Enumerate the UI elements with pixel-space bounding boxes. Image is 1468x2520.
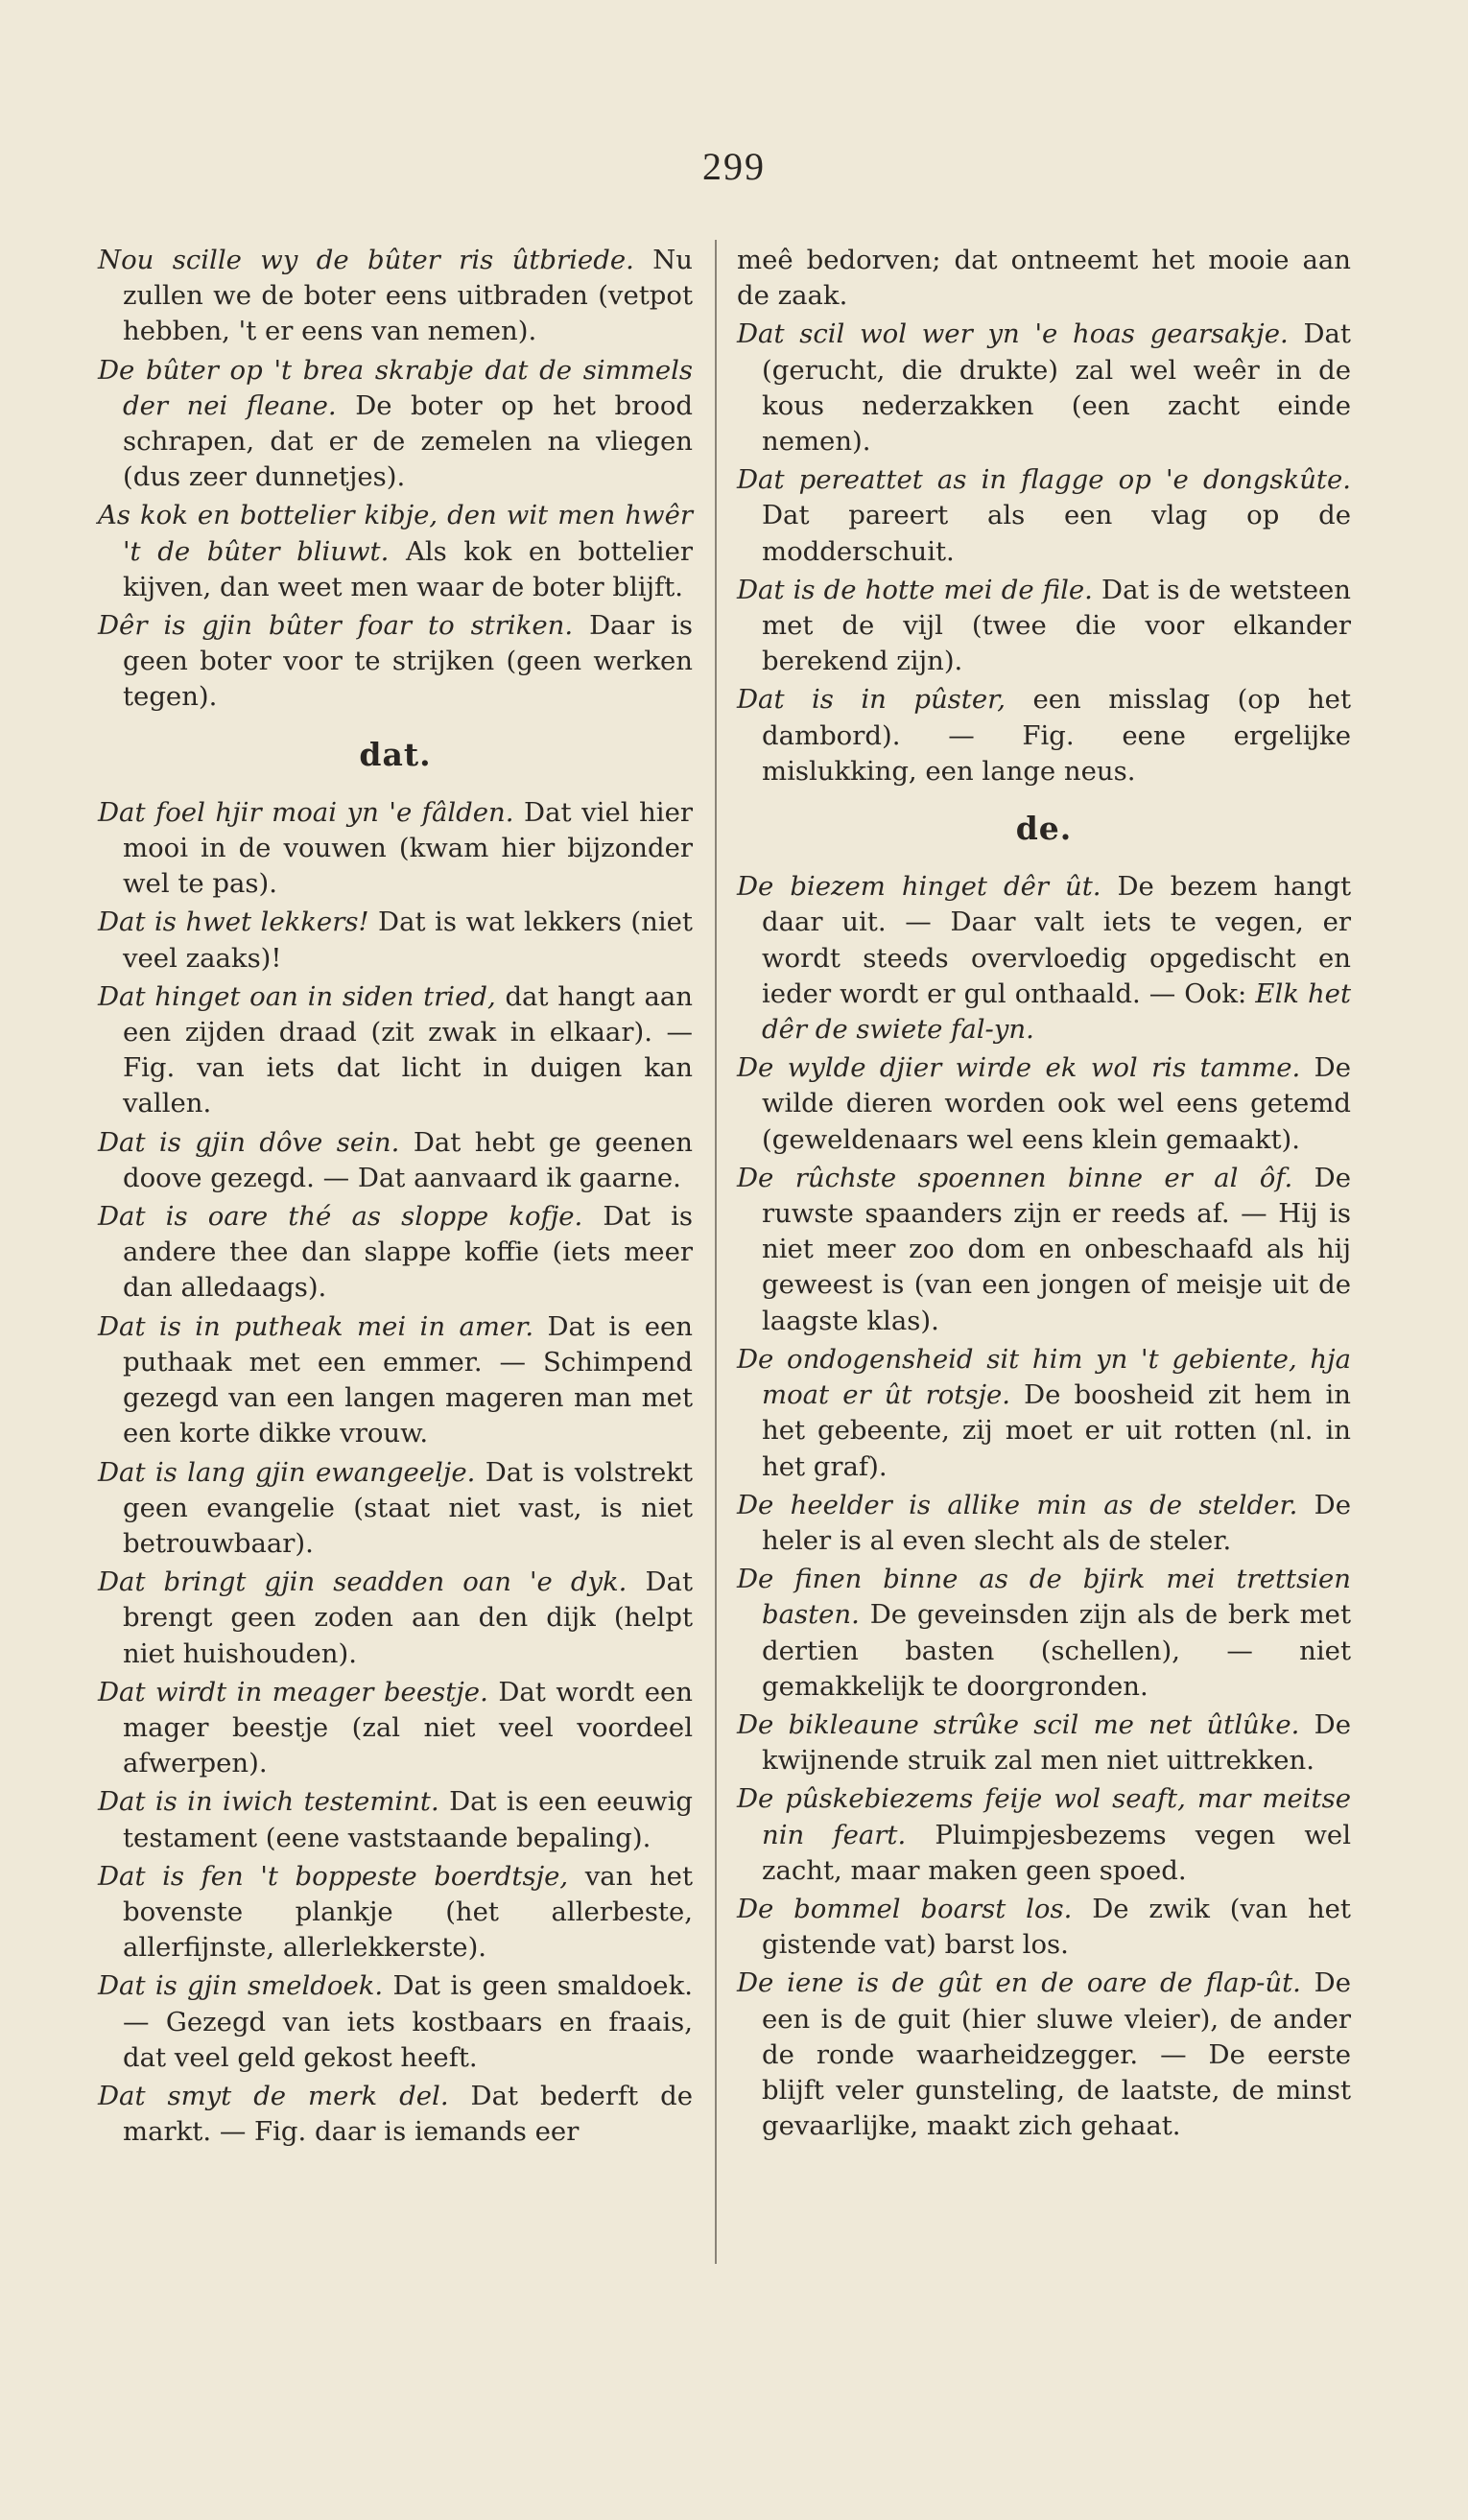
entry-definition: Nu zullen we de boter eens uitbraden (vetpot hebben, 't er eens van nemen). bbox=[123, 245, 694, 347]
entry-definition: Dat brengt geen zoden aan den dijk (helpt niet huishouden). bbox=[123, 1566, 693, 1669]
entry-definition: Dat is volstrekt geen evangelie (staat niet vast, is niet betrouwbaar). bbox=[123, 1456, 693, 1559]
entry-definition: dat hangt aan een zijden draad (zit zwak in elkaar). — Fig. van iets dat licht in duigen kan vallen. bbox=[123, 980, 693, 1119]
entry-definition: Dat (gerucht, die drukte) zal wel weêr in de kous nederzakken (een zacht einde nemen). bbox=[762, 318, 1351, 458]
section-heading-dat: dat. bbox=[359, 735, 432, 773]
entry-definition: Dat pareert als een vlag op de modderschuit. bbox=[762, 500, 1351, 567]
entry-term: De heelder is allike min as de stelder. bbox=[737, 1489, 1298, 1520]
entry-term: De bommel boarst los. bbox=[737, 1893, 1073, 1924]
entry-definition: Dat bederft de markt. — Fig. daar is iemands eer bbox=[123, 2080, 693, 2148]
entry-definition: Daar is geen boter voor te strijken (geen werken tegen). bbox=[123, 610, 693, 713]
entry-term: De finen binne as de bjirk mei trettsien basten. bbox=[737, 1564, 1351, 1631]
entry-term: Dat is in iwich testemint. bbox=[98, 1786, 439, 1818]
entry-term: Dat foel hjir moai yn 'e fâlden. bbox=[98, 796, 514, 828]
entry-term: Elk het dêr de swiete fal-yn. bbox=[762, 977, 1351, 1046]
de-entries bbox=[737, 869, 1351, 2144]
entry-term: Dat is in putheak mei in amer. bbox=[98, 1310, 534, 1342]
entry-definition: Dat hebt ge geenen doove gezegd. — Dat aanvaard ik gaarne. bbox=[123, 1126, 693, 1193]
dictionary-entry bbox=[737, 1050, 1351, 1158]
entry-term: Dat is gjin dôve sein. bbox=[98, 1126, 400, 1158]
entry-term: De biezem hinget dêr ût. bbox=[737, 871, 1101, 903]
dictionary-entry bbox=[98, 2079, 693, 2150]
right-entries bbox=[737, 243, 1351, 789]
entry-term: De pûskebiezems feije wol seaft, mar meitse nin feart. bbox=[737, 1783, 1351, 1850]
dictionary-entry bbox=[737, 243, 1351, 314]
entry-term: Dat is hwet lekkers! bbox=[98, 907, 369, 938]
dictionary-entry bbox=[737, 1707, 1351, 1778]
dictionary-entry bbox=[98, 1784, 693, 1855]
left-column bbox=[98, 243, 693, 2153]
entry-term: De iene is de gût en de oare de flap-ût. bbox=[737, 1967, 1301, 1999]
entry-term: Nou scille wy de bûter ris ûtbriede. bbox=[98, 245, 634, 275]
entry-definition: van het bovenste plankje (het allerbeste, allerfijnste, allerlekkerste). bbox=[123, 1860, 693, 1964]
entry-definition: De bezem hangt daar uit. — Daar valt iets te vegen, er wordt steeds overvloedig opgedischt en ieder wordt er gul onthaald. — Ook: bbox=[762, 871, 1351, 1009]
entry-definition: De boosheid zit hem in het gebeente, zij moet er uit rotten (nl. in het graf). bbox=[762, 1379, 1351, 1482]
dat-entries bbox=[98, 795, 693, 2151]
dictionary-entry bbox=[737, 1342, 1351, 1485]
dictionary-entry bbox=[737, 317, 1351, 459]
entry-definition: Pluimpjesbezems vegen wel zacht, maar maken geen spoed. bbox=[762, 1819, 1352, 1886]
entry-definition: De zwik (van het gistende vat) barst los. bbox=[762, 1893, 1351, 1961]
entry-definition: Dat is andere thee dan slappe koffie (iets meer dan alledaags). bbox=[123, 1201, 693, 1304]
entry-term: Dat is de hotte mei de file. bbox=[737, 574, 1093, 605]
entry-term: Dat scil wol wer yn 'e hoas gearsakje. bbox=[737, 318, 1289, 350]
entry-term: Dat smyt de merk del. bbox=[98, 2080, 449, 2111]
entry-term: Dat hinget oan in siden tried, bbox=[98, 980, 496, 1012]
dictionary-entry bbox=[737, 682, 1351, 789]
entry-term: Dat is oare thé as sloppe kofje. bbox=[98, 1201, 583, 1233]
dictionary-entry bbox=[737, 869, 1351, 1048]
entry-term: De bûter op 't brea skrabje dat de simmels der nei fleane. bbox=[98, 354, 693, 421]
dictionary-entry bbox=[737, 1488, 1351, 1559]
entry-definition: De heler is al even slecht als de steler. bbox=[762, 1489, 1351, 1556]
dictionary-entry bbox=[98, 1455, 693, 1563]
entry-definition: De wilde dieren worden ook wel eens getemd (geweldenaars wel eens klein gemaakt). bbox=[762, 1052, 1351, 1155]
dictionary-entry bbox=[737, 1781, 1351, 1889]
dictionary-entry bbox=[98, 905, 693, 976]
entry-term: Dat is fen 't boppeste boerdtsje, bbox=[98, 1860, 569, 1892]
section-heading-de: de. bbox=[1015, 810, 1073, 848]
entry-definition: De geveinsden zijn als de berk met dertien basten (schellen), — niet gemakkelijk te doorgronden. bbox=[762, 1599, 1351, 1702]
column-divider bbox=[715, 240, 717, 2264]
entry-definition: Dat is een eeuwig testament (eene vaststaande bepaling). bbox=[123, 1786, 693, 1853]
dictionary-entry bbox=[98, 795, 693, 903]
dictionary-entry bbox=[98, 353, 693, 496]
entry-term: Dêr is gjin bûter foar to striken. bbox=[98, 610, 574, 642]
entry-term: De wylde djier wirde ek wol ris tamme. bbox=[737, 1052, 1301, 1084]
entry-term: Dat is gjin smeldoek. bbox=[98, 1970, 384, 2002]
entry-term: De bikleaune strûke scil me net ûtlûke. bbox=[737, 1708, 1300, 1740]
entry-term: De rûchste spoennen binne er al ôf. bbox=[737, 1162, 1293, 1193]
dictionary-entry bbox=[98, 608, 693, 716]
dictionary-entry bbox=[737, 1161, 1351, 1339]
entry-term: Dat is in pûster, bbox=[737, 684, 1006, 716]
dictionary-entry bbox=[737, 1892, 1351, 1963]
entry-term: Dat is lang gjin ewangeelje. bbox=[98, 1456, 476, 1488]
entry-definition: De boter op het brood schrapen, dat er de zemelen na vliegen (dus zeer dunnetjes). bbox=[123, 389, 693, 493]
dictionary-entry bbox=[98, 1968, 693, 2076]
dictionary-entry bbox=[737, 1562, 1351, 1705]
entry-term: Dat bringt gjin seadden oan 'e dyk. bbox=[98, 1566, 627, 1598]
entry-definition: Als kok en bottelier kijven, dan weet men waar de boter blijft. bbox=[123, 535, 693, 602]
dictionary-entry bbox=[737, 573, 1351, 680]
dictionary-entry bbox=[98, 1199, 693, 1307]
dictionary-entry bbox=[98, 1565, 693, 1672]
entry-term: Dat pereattet as in flagge op 'e dongskûte. bbox=[737, 464, 1351, 496]
dictionary-entry bbox=[98, 498, 693, 605]
entry-term: De ondogensheid sit him yn 't gebiente, hja moat er ût rotsje. bbox=[737, 1343, 1351, 1411]
dictionary-entry bbox=[737, 462, 1351, 570]
entry-definition: De ruwste spaanders zijn er reeds af. — Hij is niet meer zoo dom en onbeschaafd als hij geweest is (van een jongen of meisje uit de laagste klas). bbox=[762, 1162, 1351, 1336]
dictionary-entry bbox=[98, 1125, 693, 1196]
entry-definition: Dat is de wetsteen met de vijl (twee die voor elkander berekend zijn). bbox=[762, 574, 1351, 677]
page-number: 299 bbox=[702, 145, 766, 188]
entry-definition: Dat viel hier mooi in de vouwen (kwam hier bijzonder wel te pas). bbox=[123, 796, 694, 900]
entry-definition: Dat wordt een mager beestje (zal niet veel voordeel afwerpen). bbox=[123, 1676, 693, 1779]
entry-term: As kok en bottelier kibje, den wit men hwêr 't de bûter bliuwt. bbox=[98, 500, 693, 567]
dictionary-entry bbox=[98, 243, 693, 350]
entry-definition: De een is de guit (hier sluwe vleier), de ander de ronde waarheidzegger. — De eerste blijft veler gunsteling, de laatste, de minst gevaarlijke, maakt zich gehaat. bbox=[762, 1967, 1351, 2142]
dictionary-entry bbox=[98, 1309, 693, 1452]
entry-definition: De kwijnende struik zal men niet uittrekken. bbox=[762, 1708, 1351, 1777]
entry-definition: meê bedorven; dat ontneemt het mooie aan de zaak. bbox=[737, 245, 1351, 312]
entry-definition: een misslag (op het dambord). — Fig. eene ergelijke mislukking, een lange neus. bbox=[762, 684, 1351, 787]
entry-definition: Dat is een puthaak met een emmer. — Schimpend gezegd van een langen mageren man met een korte dikke vrouw. bbox=[123, 1310, 693, 1449]
dictionary-entry bbox=[98, 1675, 693, 1782]
dictionary-entry bbox=[98, 1859, 693, 1967]
entry-definition: Dat is geen smaldoek. — Gezegd van iets kostbaars en fraais, dat veel geld gekost heeft. bbox=[123, 1970, 693, 2073]
dictionary-entry bbox=[737, 1966, 1351, 2144]
left-entries bbox=[98, 243, 693, 716]
entry-definition: Dat is wat lekkers (niet veel zaaks)! bbox=[123, 907, 693, 974]
right-column bbox=[737, 243, 1351, 2147]
dictionary-entry bbox=[98, 979, 693, 1122]
entry-term: Dat wirdt in meager beestje. bbox=[98, 1676, 488, 1707]
